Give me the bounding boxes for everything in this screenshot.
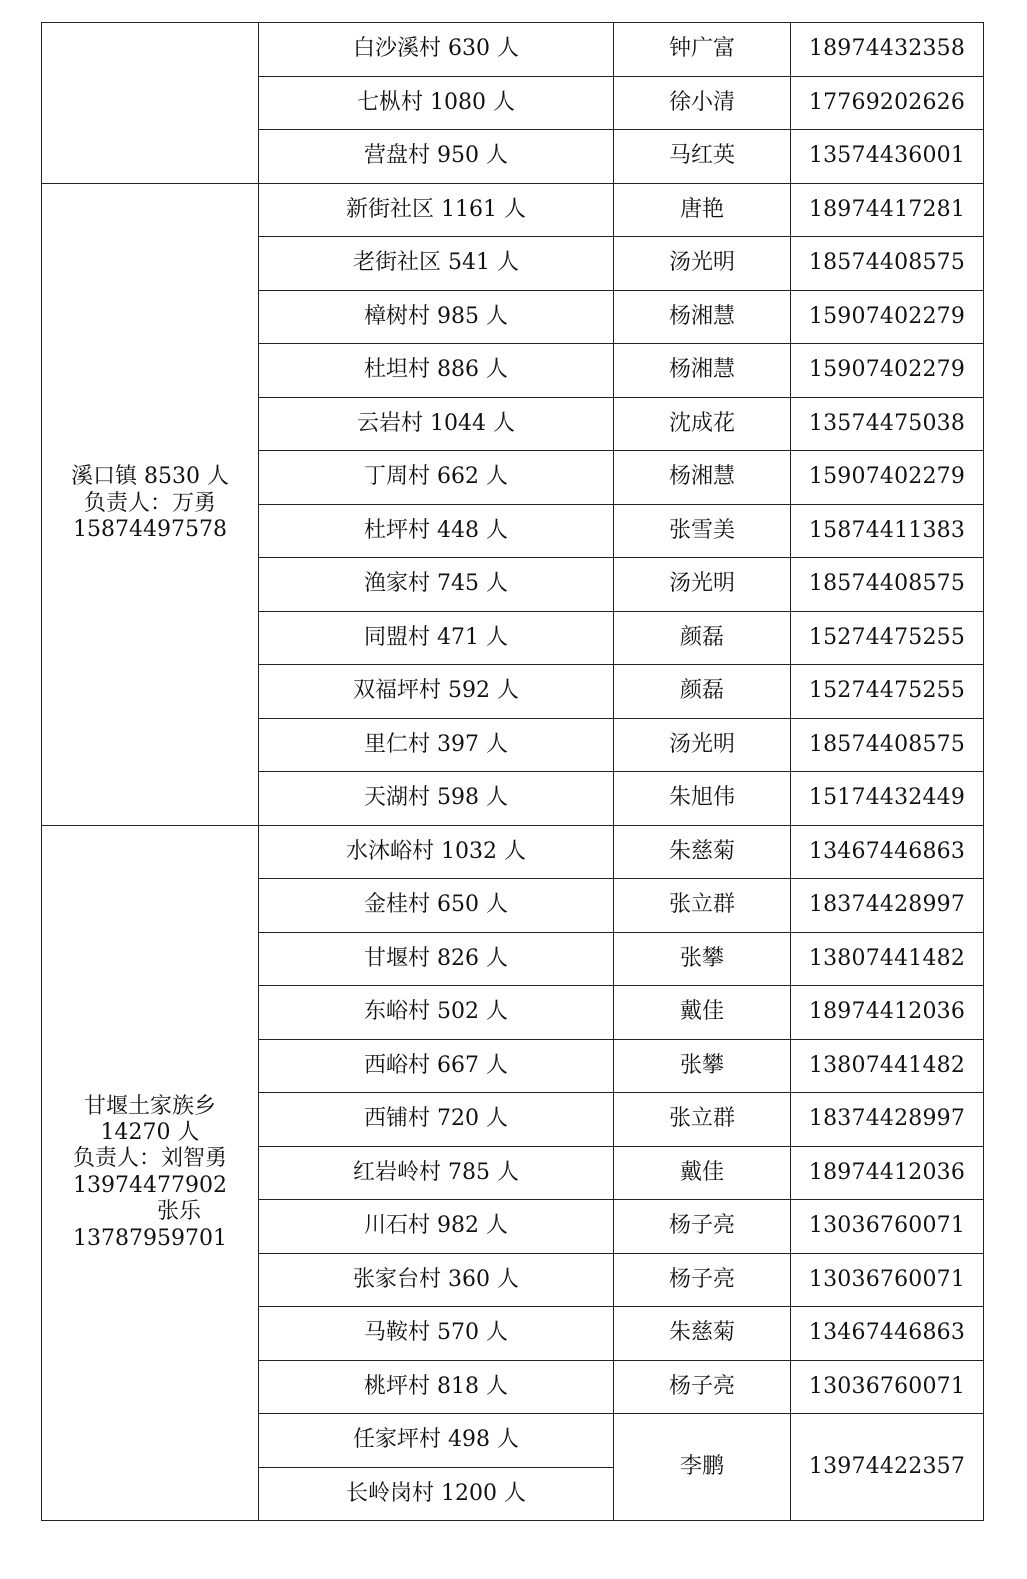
township-line: 溪口镇 8530 人 — [71, 464, 229, 490]
contact-name-cell: 颜磊 — [614, 611, 791, 665]
phone-cell: 18974417281 — [791, 183, 984, 237]
contact-name-cell: 张攀 — [614, 932, 791, 986]
contact-name-cell: 杨子亮 — [614, 1200, 791, 1254]
contact-name-cell: 朱慈菊 — [614, 1307, 791, 1361]
phone-cell: 13467446863 — [791, 1307, 984, 1361]
township-cell — [42, 23, 259, 184]
phone-cell: 13574436001 — [791, 130, 984, 184]
village-contact-table — [41, 22, 984, 1521]
township-cell — [42, 183, 259, 825]
contact-name-cell: 朱慈菊 — [614, 825, 791, 879]
village-cell: 红岩岭村 785 人 — [259, 1146, 614, 1200]
village-cell: 白沙溪村 630 人 — [259, 23, 614, 77]
contact-name-cell: 杨湘慧 — [614, 451, 791, 505]
phone-cell: 15907402279 — [791, 451, 984, 505]
contact-name-cell: 杨子亮 — [614, 1253, 791, 1307]
phone-cell: 13036760071 — [791, 1253, 984, 1307]
contact-name-cell: 汤光明 — [614, 558, 791, 612]
phone-cell: 13036760071 — [791, 1200, 984, 1254]
phone-cell: 17769202626 — [791, 76, 984, 130]
township-line: 负责人：刘智勇 — [72, 1146, 227, 1172]
contact-name-cell: 钟广富 — [614, 23, 791, 77]
contact-name-cell: 杨湘慧 — [614, 344, 791, 398]
village-cell: 双福坪村 592 人 — [259, 665, 614, 719]
village-cell: 杜坦村 886 人 — [259, 344, 614, 398]
village-cell: 任家坪村 498 人 — [259, 1414, 614, 1468]
village-cell: 营盘村 950 人 — [259, 130, 614, 184]
phone-cell: 15874411383 — [791, 504, 984, 558]
table-body — [42, 23, 984, 1521]
contact-name-cell: 李鹏 — [614, 1414, 791, 1521]
phone-cell: 18374428997 — [791, 879, 984, 933]
village-cell: 张家台村 360 人 — [259, 1253, 614, 1307]
phone-cell: 18974432358 — [791, 23, 984, 77]
village-cell: 天湖村 598 人 — [259, 772, 614, 826]
phone-cell: 13574475038 — [791, 397, 984, 451]
village-cell: 同盟村 471 人 — [259, 611, 614, 665]
village-cell: 樟树村 985 人 — [259, 290, 614, 344]
township-line: 15874497578 — [73, 517, 227, 543]
phone-cell: 15274475255 — [791, 611, 984, 665]
contact-name-cell: 杨子亮 — [614, 1360, 791, 1414]
contact-name-cell: 张雪美 — [614, 504, 791, 558]
township-line: 甘堰土家族乡 — [83, 1093, 216, 1119]
township-line: 张乐 — [156, 1199, 201, 1225]
village-cell: 马鞍村 570 人 — [259, 1307, 614, 1361]
village-cell: 东峪村 502 人 — [259, 986, 614, 1040]
village-cell: 杜坪村 448 人 — [259, 504, 614, 558]
phone-cell: 18374428997 — [791, 1093, 984, 1147]
phone-cell: 13807441482 — [791, 1039, 984, 1093]
contact-name-cell: 张立群 — [614, 879, 791, 933]
phone-cell: 18574408575 — [791, 718, 984, 772]
contact-name-cell: 张立群 — [614, 1093, 791, 1147]
village-cell: 水沐峪村 1032 人 — [259, 825, 614, 879]
township-line: 13974477902 — [73, 1172, 227, 1198]
village-cell: 西铺村 720 人 — [259, 1093, 614, 1147]
contact-name-cell: 汤光明 — [614, 237, 791, 291]
phone-cell: 13036760071 — [791, 1360, 984, 1414]
township-line: 13787959701 — [73, 1225, 227, 1251]
village-cell: 里仁村 397 人 — [259, 718, 614, 772]
contact-name-cell: 沈成花 — [614, 397, 791, 451]
village-cell: 桃坪村 818 人 — [259, 1360, 614, 1414]
contact-name-cell: 戴佳 — [614, 1146, 791, 1200]
phone-cell: 15907402279 — [791, 344, 984, 398]
phone-cell: 13467446863 — [791, 825, 984, 879]
phone-cell: 18974412036 — [791, 986, 984, 1040]
contact-name-cell: 唐艳 — [614, 183, 791, 237]
village-cell: 新街社区 1161 人 — [259, 183, 614, 237]
phone-cell: 18574408575 — [791, 237, 984, 291]
township-line: 负责人：万勇 — [83, 490, 216, 516]
contact-name-cell: 戴佳 — [614, 986, 791, 1040]
village-cell: 长岭岗村 1200 人 — [259, 1467, 614, 1521]
table-row — [42, 183, 984, 237]
phone-cell: 18574408575 — [791, 558, 984, 612]
village-cell: 渔家村 745 人 — [259, 558, 614, 612]
phone-cell: 15274475255 — [791, 665, 984, 719]
phone-cell: 15907402279 — [791, 290, 984, 344]
village-cell: 老街社区 541 人 — [259, 237, 614, 291]
village-cell: 川石村 982 人 — [259, 1200, 614, 1254]
contact-name-cell: 杨湘慧 — [614, 290, 791, 344]
phone-cell: 18974412036 — [791, 1146, 984, 1200]
phone-cell: 13807441482 — [791, 932, 984, 986]
township-cell — [42, 825, 259, 1521]
village-cell: 丁周村 662 人 — [259, 451, 614, 505]
table-row — [42, 23, 984, 77]
contact-name-cell: 朱旭伟 — [614, 772, 791, 826]
phone-cell: 13974422357 — [791, 1414, 984, 1521]
phone-cell: 15174432449 — [791, 772, 984, 826]
village-cell: 西峪村 667 人 — [259, 1039, 614, 1093]
township-line: 14270 人 — [100, 1119, 200, 1145]
contact-name-cell: 颜磊 — [614, 665, 791, 719]
contact-name-cell: 汤光明 — [614, 718, 791, 772]
contact-name-cell: 张攀 — [614, 1039, 791, 1093]
table-row — [42, 825, 984, 879]
contact-name-cell: 马红英 — [614, 130, 791, 184]
village-cell: 甘堰村 826 人 — [259, 932, 614, 986]
village-cell: 七枞村 1080 人 — [259, 76, 614, 130]
contact-name-cell: 徐小清 — [614, 76, 791, 130]
village-cell: 云岩村 1044 人 — [259, 397, 614, 451]
village-cell: 金桂村 650 人 — [259, 879, 614, 933]
